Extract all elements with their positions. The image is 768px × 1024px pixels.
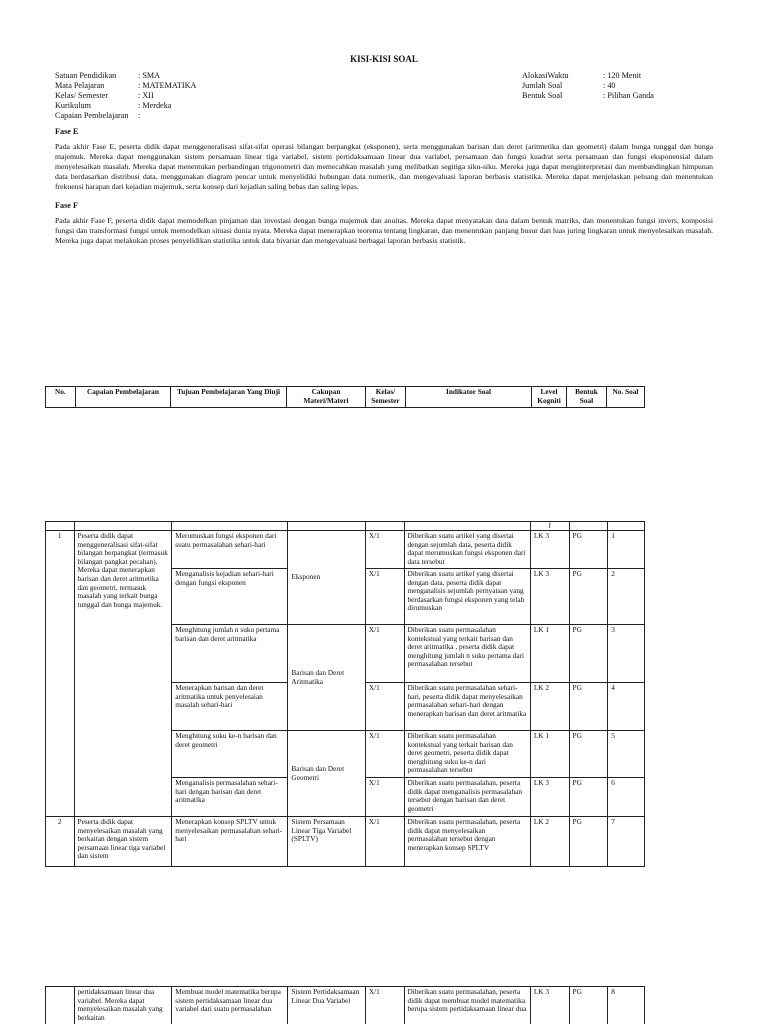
overflow-char: f [530,522,569,531]
kelas-cell: X/1 [365,625,404,683]
meta-value: : MATEMATIKA [138,81,197,90]
nosoal-cell: 6 [608,778,645,817]
bentuk-cell: PG [569,625,608,683]
bentuk-cell: PG [569,817,608,867]
meta-value: : 120 Menit [603,71,642,80]
kisi-table [45,521,645,867]
kelas-cell: X/1 [365,531,404,569]
bentuk-cell: PG [569,731,608,778]
bentuk-cell: PG [569,778,608,817]
meta-label: Jumlah Soal [522,81,563,90]
nosoal-cell: 2 [608,569,645,625]
col-cp: Capaian Pembelajaran [75,387,170,408]
meta-label: AlokasiWaktu [522,71,569,80]
row-no [46,987,75,1024]
col-indikator: Indikator Soal [405,387,531,408]
level-cell: LK 2 [530,683,569,731]
table-row [46,817,645,867]
col-level: Level Kogniti [532,387,567,408]
col-no: No. [46,387,76,408]
indikator-cell: Diberikan suatu permasalahan, peserta didik dapat menganalisis permasalahan tersebut dengan barisan dan deret geometri [404,778,530,817]
col-nosoal: No. Soal [606,387,644,408]
kelas-cell: X/1 [365,778,404,817]
meta-value: : [138,111,141,120]
tujuan-cell: Menghitung jumlah n suku pertama barisan dan deret aritmatika [172,625,288,683]
nosoal-cell: 3 [608,625,645,683]
document-title: KISI-KISI SOAL [350,54,418,64]
nosoal-cell: 7 [608,817,645,867]
meta-label: Satuan Pendidikan [55,71,117,80]
kelas-cell: X/1 [365,987,404,1024]
table-row [46,987,645,1024]
meta-value: : XII [138,91,154,100]
nosoal-cell: 8 [608,987,645,1024]
meta-label: Mata Pelajaran [55,81,105,90]
indikator-cell: Diberikan suatu permasalahan, peserta didik dapat menyelesaikan permasalahan tersebut dengan menerapkan konsep SPLTV [404,817,530,867]
bentuk-cell: PG [569,683,608,731]
table-row [46,531,645,569]
tujuan-cell: Merumuskan fungsi eksponen dari suatu permasalahan sehari-hari [172,531,288,569]
col-materi: Cakupan Materi/Materi [287,387,366,408]
kelas-cell: X/1 [365,569,404,625]
kisi-table-continued [45,986,645,1024]
materi-cell: Barisan dan Deret Aritmatika [288,625,365,731]
row-no: 2 [46,817,75,867]
col-kelas: Kelas/ Semester [365,387,405,408]
indikator-cell: Diberikan suatu artikel yang disertai dengan data, peserta didik dapat menganalisis sejumlah pernyataan yang berdasarkan fungsi eksponen yang telah dirumuskan [404,569,530,625]
header-table [45,386,645,408]
indikator-cell: Diberikan suatu artikel yang disertai dengan sejumlah data, peserta didik dapat merumuskan fungsi eksponen dari data tersebut [404,531,530,569]
capaian-cell: Peserta didik dapat menyelesaikan masalah yang berkaitan dengan sistem persamaan linear tiga variabel dan sistem [74,817,172,867]
capaian-cell: Peserta didik dapat menggeneralisasi sifat-sifat bilangan berpangkat (termasuk bilangan pangkat pecahan). Mereka dapat menerapkan barisan dan deret aritmetika dan geometri, termasuk masalah yang terkait bunga tunggal dan bunga majemuk. [74,531,172,817]
tujuan-cell: Menerapkan barisan dan deret aritmatika untuk penyelesaian masalah sehari-hari [172,683,288,731]
col-bentuk: Bentuk Soal [566,387,606,408]
meta-label: Bentuk Soal [522,91,563,100]
materi-cell: Eksponen [288,531,365,625]
level-cell: LK 2 [530,817,569,867]
materi-cell: Sistem Persamaan Linear Tiga Variabel (SPLTV) [288,817,365,867]
meta-label: Kelas/ Semester [55,91,108,100]
nosoal-cell: 4 [608,683,645,731]
bentuk-cell: PG [569,987,608,1024]
nosoal-cell: 5 [608,731,645,778]
bentuk-cell: PG [569,531,608,569]
tujuan-cell: Menganalisis kejadian sehari-hari dengan fungsi eksponen [172,569,288,625]
tujuan-cell: Menerapkan konsep SPLTV untuk menyelesaikan permasalahan sehari-hari [172,817,288,867]
meta-value: : Merdeka [138,101,172,110]
bentuk-cell: PG [569,569,608,625]
indikator-cell: Diberikan suatu permasalahan sehari-hari, peserta didik dapat menyelesaikan permasalahan sehari-hari dengan menerapkan barisan dan deret aritmatika [404,683,530,731]
indikator-cell: Diberikan suatu permasalahan kontekstual yang terkait barisan dan deret geometri, peserta didik dapat menghitung suku ke-n dari permasalahan tersebut [404,731,530,778]
indikator-cell: Diberikan suatu permasalahan kontekstual yang terkait barisan dan deret aritmatika , peserta didik dapat menghitung jumlah n suku pertama dari permasalahan tersebut [404,625,530,683]
tujuan-cell: Menganalisis permasalahan sehari-hari dengan barisan dan deret aritmatika [172,778,288,817]
kelas-cell: X/1 [365,731,404,778]
kelas-cell: X/1 [365,683,404,731]
overflow-row [46,522,645,531]
level-cell: LK 3 [530,569,569,625]
fase-f-heading: Fase F [55,201,78,210]
meta-value: : Pilihan Ganda [603,91,654,100]
col-tp: Tujuan Pembelajaran Yang Diuji [171,387,287,408]
materi-cell: Barisan dan Deret Geometri [288,731,365,817]
tujuan-cell: Menghitung suku ke-n barisan dan deret geometri [172,731,288,778]
fase-e-text: Pada akhir Fase E, peserta didik dapat menggeneralisasi sifat-sifat operasi bilangan berpangkat (eksponen), serta menggunakan barisan dan deret (aritmetika dan geometri) dalam bunga tunggal dan bunga majemuk. Mereka dapat menggunakan sistem persamaan linear tiga variabel, sistem pertidaksamaan linear dua variabel, persamaan dan fungsi kuadrat serta persamaan dan fungsi eksponensial dalam menyelesaikan masalah. Mereka dapat menentukan perbandingan trigonometri dan memecahkan masalah yang melibatkan segitiga siku-siku. Mereka juga dapat menginterpretasi dan membandingkan himpunan data berdasarkan distribusi data, menggunakan diagram pencar untuk menyelidiki hubungan data numerik, dan mengevaluasi laporan berbasis statistika. Mereka dapat menjelaskan peluang dan menentukan frekuensi harapan dari kejadian majemuk, serta konsep dari kejadian saling bebas dan saling lepas. [55,142,713,191]
meta-label: Kurikulum [55,101,91,110]
kelas-cell: X/1 [365,817,404,867]
meta-value: : 40 [603,81,616,90]
meta-value: : SMA [138,71,161,80]
meta-left [55,71,355,123]
level-cell: LK 3 [530,778,569,817]
meta-right [522,71,722,103]
indikator-cell: Diberikan suatu permasalahan, peserta didik dapat membuat model matematika berupa sistem pertidaksamaan linear dua [404,987,530,1024]
continuation-clip [45,986,647,1024]
fase-e-heading: Fase E [55,127,79,136]
level-cell: LK 3 [530,531,569,569]
meta-label: Capaian Pembelajaran [55,111,129,120]
tujuan-cell: Membuat model matematika berupa sistem pertidaksamaan linear dua variabel dari suatu permasalahan [172,987,288,1024]
row-no: 1 [46,531,75,817]
level-cell: LK 1 [530,625,569,683]
fase-f-text: Pada akhir Fase F, peserta didik dapat memodelkan pinjaman dan investasi dengan bunga majemuk dan anuitas. Mereka dapat menyatakan data dalam bentuk matriks, dan menentukan fungsi invers, komposisi fungsi dan transformasi fungsi untuk memodelkan situasi dunia nyata. Mereka dapat menerapkan teorema tentang lingkaran, dan menentukan panjang busur dan luas juring lingkaran untuk menyelesaikan masalah. Mereka juga dapat melakukan proses penyelidikan statistika untuk data bivariat dan mengevaluasi berbagai laporan berbasis statistik. [55,216,713,245]
level-cell: LK 3 [530,987,569,1024]
capaian-cell: pertidaksamaan linear dua variabel. Mereka dapat menyelesaikan masalah yang berkaitan [74,987,172,1024]
materi-cell: Sistem Pertidaksamaan Linear Dua Variabel [288,987,365,1024]
nosoal-cell: 1 [608,531,645,569]
level-cell: LK 1 [530,731,569,778]
